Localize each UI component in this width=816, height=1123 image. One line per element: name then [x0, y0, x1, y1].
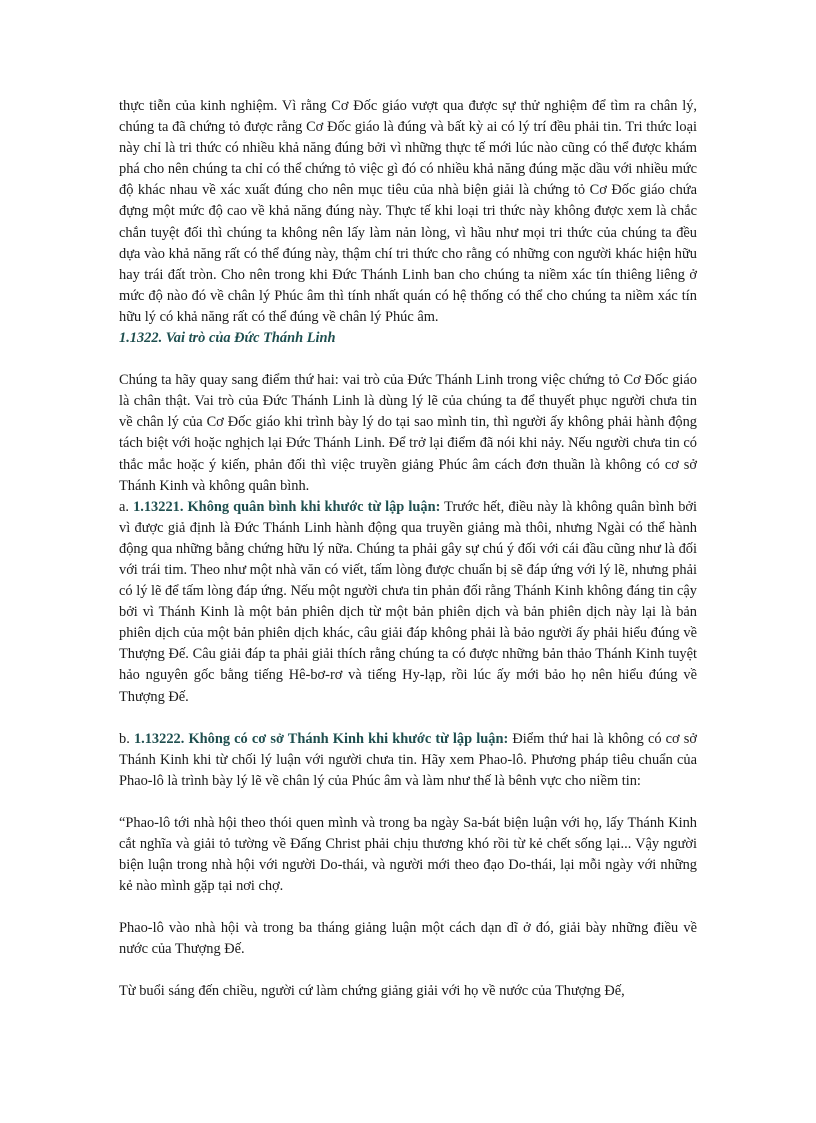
- spacer: [119, 349, 697, 370]
- quote-paragraph-3: Từ buổi sáng đến chiều, người cứ làm chứng giảng giải với họ về nước của Thượng Đế,: [119, 983, 625, 1000]
- spacer: [119, 792, 697, 813]
- quote-paragraph-1: “Phao-lô tới nhà hội theo thói quen mình và trong ba ngày Sa-bát biện luận với họ, lấy Thánh Kinh cắt nghĩa và giải tỏ tường về Đấng Christ phải chịu thương khó rồi từ kẻ chết sống lại... Vậy người biện luận trong nhà hội với người Do-thái, và người mới theo đạo Do-thái, lại mỗi ngày với những kẻ nào mình gặp tại nơi chợ.: [119, 814, 697, 895]
- paragraph-holy-spirit-role: [119, 370, 697, 708]
- point-a-prefix: a.: [119, 498, 134, 515]
- paragraph-probability: thực tiễn của kinh nghiệm. Vì rằng Cơ Đốc giáo vượt qua được sự thử nghiệm để tìm ra chân lý, chúng ta đã chứng tỏ được rằng Cơ Đốc giáo là đúng và bất kỳ ai có lý trí đều phải tin. Tri thức loại này chỉ là tri thức có nhiều khả năng đúng bởi vì những thực tế mới lúc nào cũng có thể được khám phá cho nên chúng ta chỉ có thể chứng tỏ việc gì đó có nhiều khả năng đúng mặc dầu với nhiều mức độ khác nhau về xác xuất đúng cho nên mục tiêu của nhà biện giải là chứng tỏ Cơ Đốc giáo chứa đựng một mức độ cao về khả năng đúng này. Thực tế khi loại tri thức này không được xem là chắc chắn tuyệt đối thì chúng ta không nên lấy làm nản lòng, vì hầu như mọi tri thức của chúng ta đều dựa vào khả năng rất có thể đúng này, thậm chí tri thức cho rằng có những con người khác hiện hữu hay trái đất tròn. Cho nên trong khi Đức Thánh Linh ban cho chúng ta niềm xác tín thiêng liêng ở mức độ nào đó về chân lý Phúc âm thì tính nhất quán có hệ thống có thể cho chúng ta niềm xác tín hữu lý có khả năng rất có thể đúng về chân lý Phúc âm.: [119, 98, 697, 325]
- point-b-heading: 1.13222. Không có cơ sở Thánh Kinh khi khước từ lập luận:: [133, 730, 509, 747]
- spacer: [119, 708, 697, 729]
- point-b-prefix: b.: [119, 730, 134, 747]
- quote-paragraph-2: Phao-lô vào nhà hội và trong ba tháng giảng luận một cách dạn dĩ ở đó, giải bày những điều về nước của Thượng Đế.: [119, 920, 697, 958]
- point-a-body: Trước hết, điều này là không quân bình bởi vì được giả định là Đức Thánh Linh hành động qua truyền giảng mà thôi, nhưng Ngài có thể hành động qua những bằng chứng hữu lý nữa. Chúng ta phải gây sự chú ý đối với cái đầu cũng như là đối với trái tim. Theo như một nhà văn có viết, tấm lòng được chuẩn bị sẽ đáp ứng với lý lẽ, nhưng phải có lý lẽ để tấm lòng đáp ứng. Nếu một người chưa tin phản đối rằng Thánh Kinh không đáng tin cậy bởi vì Thánh Kinh là một bản phiên dịch từ một bản phiên dịch và bản phiên dịch này lại là bản phiên dịch của một bản phiên dịch khác, câu giải đáp không phải là bảo người ấy phải hiểu đúng về Thượng Đế. Câu giải đáp ta phải giải thích rằng chúng ta có được những bản thảo Thánh Kinh tuyệt hảo nguyên gốc bằng tiếng Hê-bơ-rơ và tiếng Hy-lạp, rồi lúc ấy mới bảo họ nên hiểu đúng về Thượng Đế.: [119, 498, 697, 705]
- paragraph-holy-spirit-role-text: Chúng ta hãy quay sang điểm thứ hai: vai trò của Đức Thánh Linh trong việc chứng tỏ Cơ Đốc giáo là chân thật. Vai trò của Đức Thánh Linh là dùng lý lẽ của chúng ta để thuyết phục người chưa tin về chân lý của Cơ Đốc giáo khi trình bày lý do tại sao mình tin, thì người ấy không phải hành động tách biệt với hoặc nghịch lại Đức Thánh Linh. Để trở lại điểm đã nói khi nảy. Nếu người chưa tin có thắc mắc hoặc ý kiến, phản đối thì việc truyền giảng Phúc âm cách đơn thuần là không có cơ sở Thánh Kinh và không quân bình.: [119, 372, 697, 494]
- section-heading-holy-spirit: 1.1322. Vai trò của Đức Thánh Linh: [119, 330, 336, 347]
- point-b-body: Điểm thứ hai là không có cơ sở Thánh Kinh khi từ chối lý luận với người chưa tin. Hãy xem Phao-lô. Phương pháp tiêu chuẩn của Phao-lô là trình bày lý lẽ về chân lý của Phúc âm và làm như thế là bênh vực cho niềm tin:: [119, 730, 698, 789]
- point-a-heading: 1.13221. Không quân bình khi khước từ lập luận:: [133, 498, 441, 515]
- paragraph-point-b: [119, 729, 697, 792]
- document-page: [119, 96, 697, 1003]
- spacer: [119, 897, 697, 918]
- spacer: [119, 960, 697, 981]
